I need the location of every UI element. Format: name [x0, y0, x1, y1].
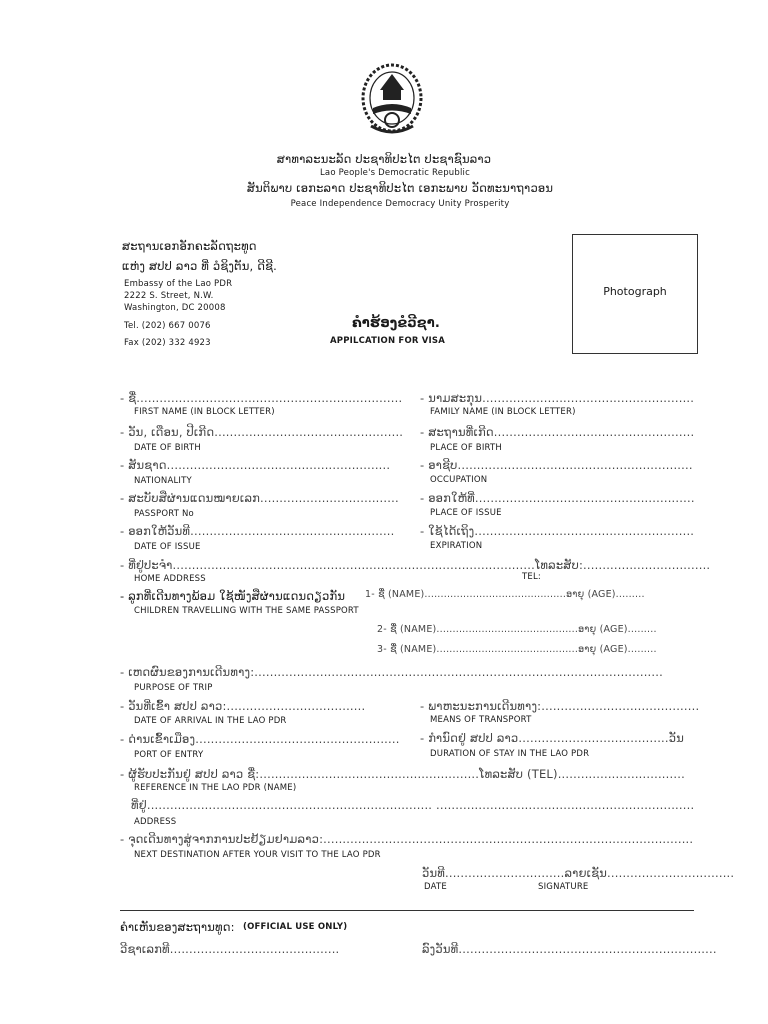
first-name-label: FIRST NAME (IN BLOCK LETTER) — [134, 407, 275, 417]
transport-field[interactable]: - ພາຫະນະການເດີນທາງ:......................................... — [420, 699, 700, 713]
child-3-field[interactable]: 3- ຊື່ (NAME)............................................ອາຍຸ (AGE)......... — [377, 644, 657, 655]
motto-en: Peace Independence Democracy Unity Prosperity — [290, 199, 510, 209]
place-of-issue-field[interactable]: - ອອກໃຫ້ທີ່......................................................... — [420, 491, 695, 505]
reference-address-field[interactable]: ທີ່ຢູ່.......................................................................... ................................................................... — [131, 798, 695, 812]
date-of-birth-label: DATE OF BIRTH — [134, 443, 201, 453]
country-name-lao: ສາທາລະນະລັດ ປະຊາທິປະໄຕ ປະຊາຊົນລາວ — [276, 152, 492, 166]
children-heading-lao: - ລູກທີ່ເດີນທາງພ້ອມ ໃຊ້ໜັງສືຜ່ານແດນດຽວກັນ — [120, 589, 346, 603]
photograph-box — [572, 234, 698, 354]
date-of-issue-field[interactable]: - ອອກໃຫ້ວັນທີ..................................................... — [120, 524, 395, 538]
occupation-label: OCCUPATION — [430, 475, 488, 485]
children-heading-en: CHILDREN TRAVELLING WITH THE SAME PASSPORT — [134, 606, 359, 616]
embassy-street: 2222 S. Street, N.W. — [124, 291, 214, 301]
purpose-of-trip-label: PURPOSE OF TRIP — [134, 683, 213, 693]
date-of-birth-field[interactable]: - ວັນ, ເດືອນ, ປີເກີດ................................................. — [120, 425, 404, 439]
family-name-field[interactable]: - ນາມສະກຸນ....................................................... — [420, 391, 695, 405]
visa-number-field[interactable]: ວີຊາເລກທີ............................................ — [120, 942, 340, 956]
visa-date-field[interactable]: ລົງວັນທີ................................................................... — [422, 942, 717, 956]
reference-address-label: ADDRESS — [134, 817, 177, 827]
child-2-field[interactable]: 2- ຊື່ (NAME)............................................ອາຍຸ (AGE)......... — [377, 624, 657, 635]
place-of-issue-label: PLACE OF ISSUE — [430, 508, 502, 518]
embassy-city: Washington, DC 20008 — [124, 303, 226, 313]
port-of-entry-label: PORT OF ENTRY — [134, 750, 204, 760]
motto-lao: ສັນຕິພາບ ເອກະລາດ ປະຊາທິປະໄຕ ເອກະພາບ ວັດທະນາຖາວອນ — [246, 181, 554, 195]
reference-name-field[interactable]: - ຜູ້ຮັບປະກັນຢູ່ ສປປ ລາວ ຊື່:.........................................................ໂທລະສັບ (TEL)................................. — [120, 767, 685, 781]
passport-number-field[interactable]: - ສະບັບສືຜ່ານແດນໝາຍເລກ.................................... — [120, 491, 399, 505]
duration-of-stay-label: DURATION OF STAY IN THE LAO PDR — [430, 749, 590, 759]
official-use-heading-en: (OFFICIAL USE ONLY) — [243, 922, 348, 932]
country-name-en: Lao People's Democratic Republic — [320, 168, 470, 178]
embassy-lao-line1: ສະຖານເອກອັກຄະລັດຖະທູດ — [122, 239, 257, 253]
place-of-birth-label: PLACE OF BIRTH — [430, 443, 503, 453]
child-1-field[interactable]: 1- ຊື່ (NAME)............................................ອາຍຸ (AGE)......... — [365, 589, 645, 600]
arrival-date-label: DATE OF ARRIVAL IN THE LAO PDR — [134, 716, 287, 726]
date-signature-field[interactable]: ວັນທີ...............................ລາຍເຊັນ................................. — [422, 866, 735, 880]
official-use-heading-lao: ຄຳເຫັນຂອງສະຖານທູດ: — [120, 920, 235, 934]
lao-national-emblem-icon — [359, 60, 425, 142]
form-title-lao: ຄຳຮ້ອງຂໍວີຊາ. — [352, 316, 440, 331]
passport-number-label: PASSPORT No — [134, 509, 194, 519]
embassy-name: Embassy of the Lao PDR — [124, 279, 233, 289]
arrival-date-field[interactable]: - ວັນທີ່ເຂົ້າ ສປປ ລາວ:.................................... — [120, 699, 366, 713]
date-label: DATE — [424, 882, 447, 892]
purpose-of-trip-field[interactable]: - ເຫດຜົນຂອງການເດີນທາງ:.......................................................................................................... — [120, 665, 663, 679]
signature-label: SIGNATURE — [538, 882, 589, 892]
embassy-lao-line2: ແຫ່ງ ສປປ ລາວ ທີ່ ວໍຊິງຕັນ, ດີຊີ. — [122, 259, 278, 273]
port-of-entry-field[interactable]: - ດ່ານເຂົ້າເມືອງ..................................................... — [120, 732, 400, 746]
nationality-label: NATIONALITY — [134, 476, 192, 486]
official-use-divider — [120, 910, 694, 911]
transport-label: MEANS OF TRANSPORT — [430, 715, 532, 725]
next-destination-label: NEXT DESTINATION AFTER YOUR VISIT TO THE LAO PDR — [134, 850, 381, 860]
expiration-field[interactable]: - ໃຊ້ໄດ້ເຖິງ......................................................... — [420, 524, 695, 538]
reference-name-label: REFERENCE IN THE LAO PDR (NAME) — [134, 783, 297, 793]
expiration-label: EXPIRATION — [430, 541, 483, 551]
place-of-birth-field[interactable]: - ສະຖານທີ່ເກີດ.................................................... — [420, 425, 695, 439]
embassy-fax: Fax (202) 332 4923 — [124, 338, 211, 348]
tel-label: TEL: — [522, 572, 541, 582]
family-name-label: FAMILY NAME (IN BLOCK LETTER) — [430, 407, 576, 417]
first-name-field[interactable]: - ຊື່..................................................................... — [120, 391, 403, 405]
home-address-label: HOME ADDRESS — [134, 574, 206, 584]
photograph-label: Photograph — [603, 285, 667, 298]
occupation-field[interactable]: - ອາຊີບ............................................................. — [420, 458, 693, 472]
date-of-issue-label: DATE OF ISSUE — [134, 542, 201, 552]
duration-of-stay-field[interactable]: - ກຳນົດຢູ່ ສປປ ລາວ.......................................ວັນ — [420, 731, 685, 745]
embassy-tel: Tel. (202) 667 0076 — [124, 321, 211, 331]
nationality-field[interactable]: - ສັນຊາດ.......................................................... — [120, 458, 391, 472]
form-title-en: APPILCATION FOR VISA — [330, 336, 446, 346]
home-address-field[interactable]: - ທີ່ຢູ່ປະຈຳ..............................................................................................ໂທລະສັບ:................................. — [120, 558, 711, 572]
next-destination-field[interactable]: - ຈຸດເດີນທາງສູ່ຈາກການປະຢ້ຽມຢາມລາວ:................................................................................................ — [120, 832, 694, 846]
